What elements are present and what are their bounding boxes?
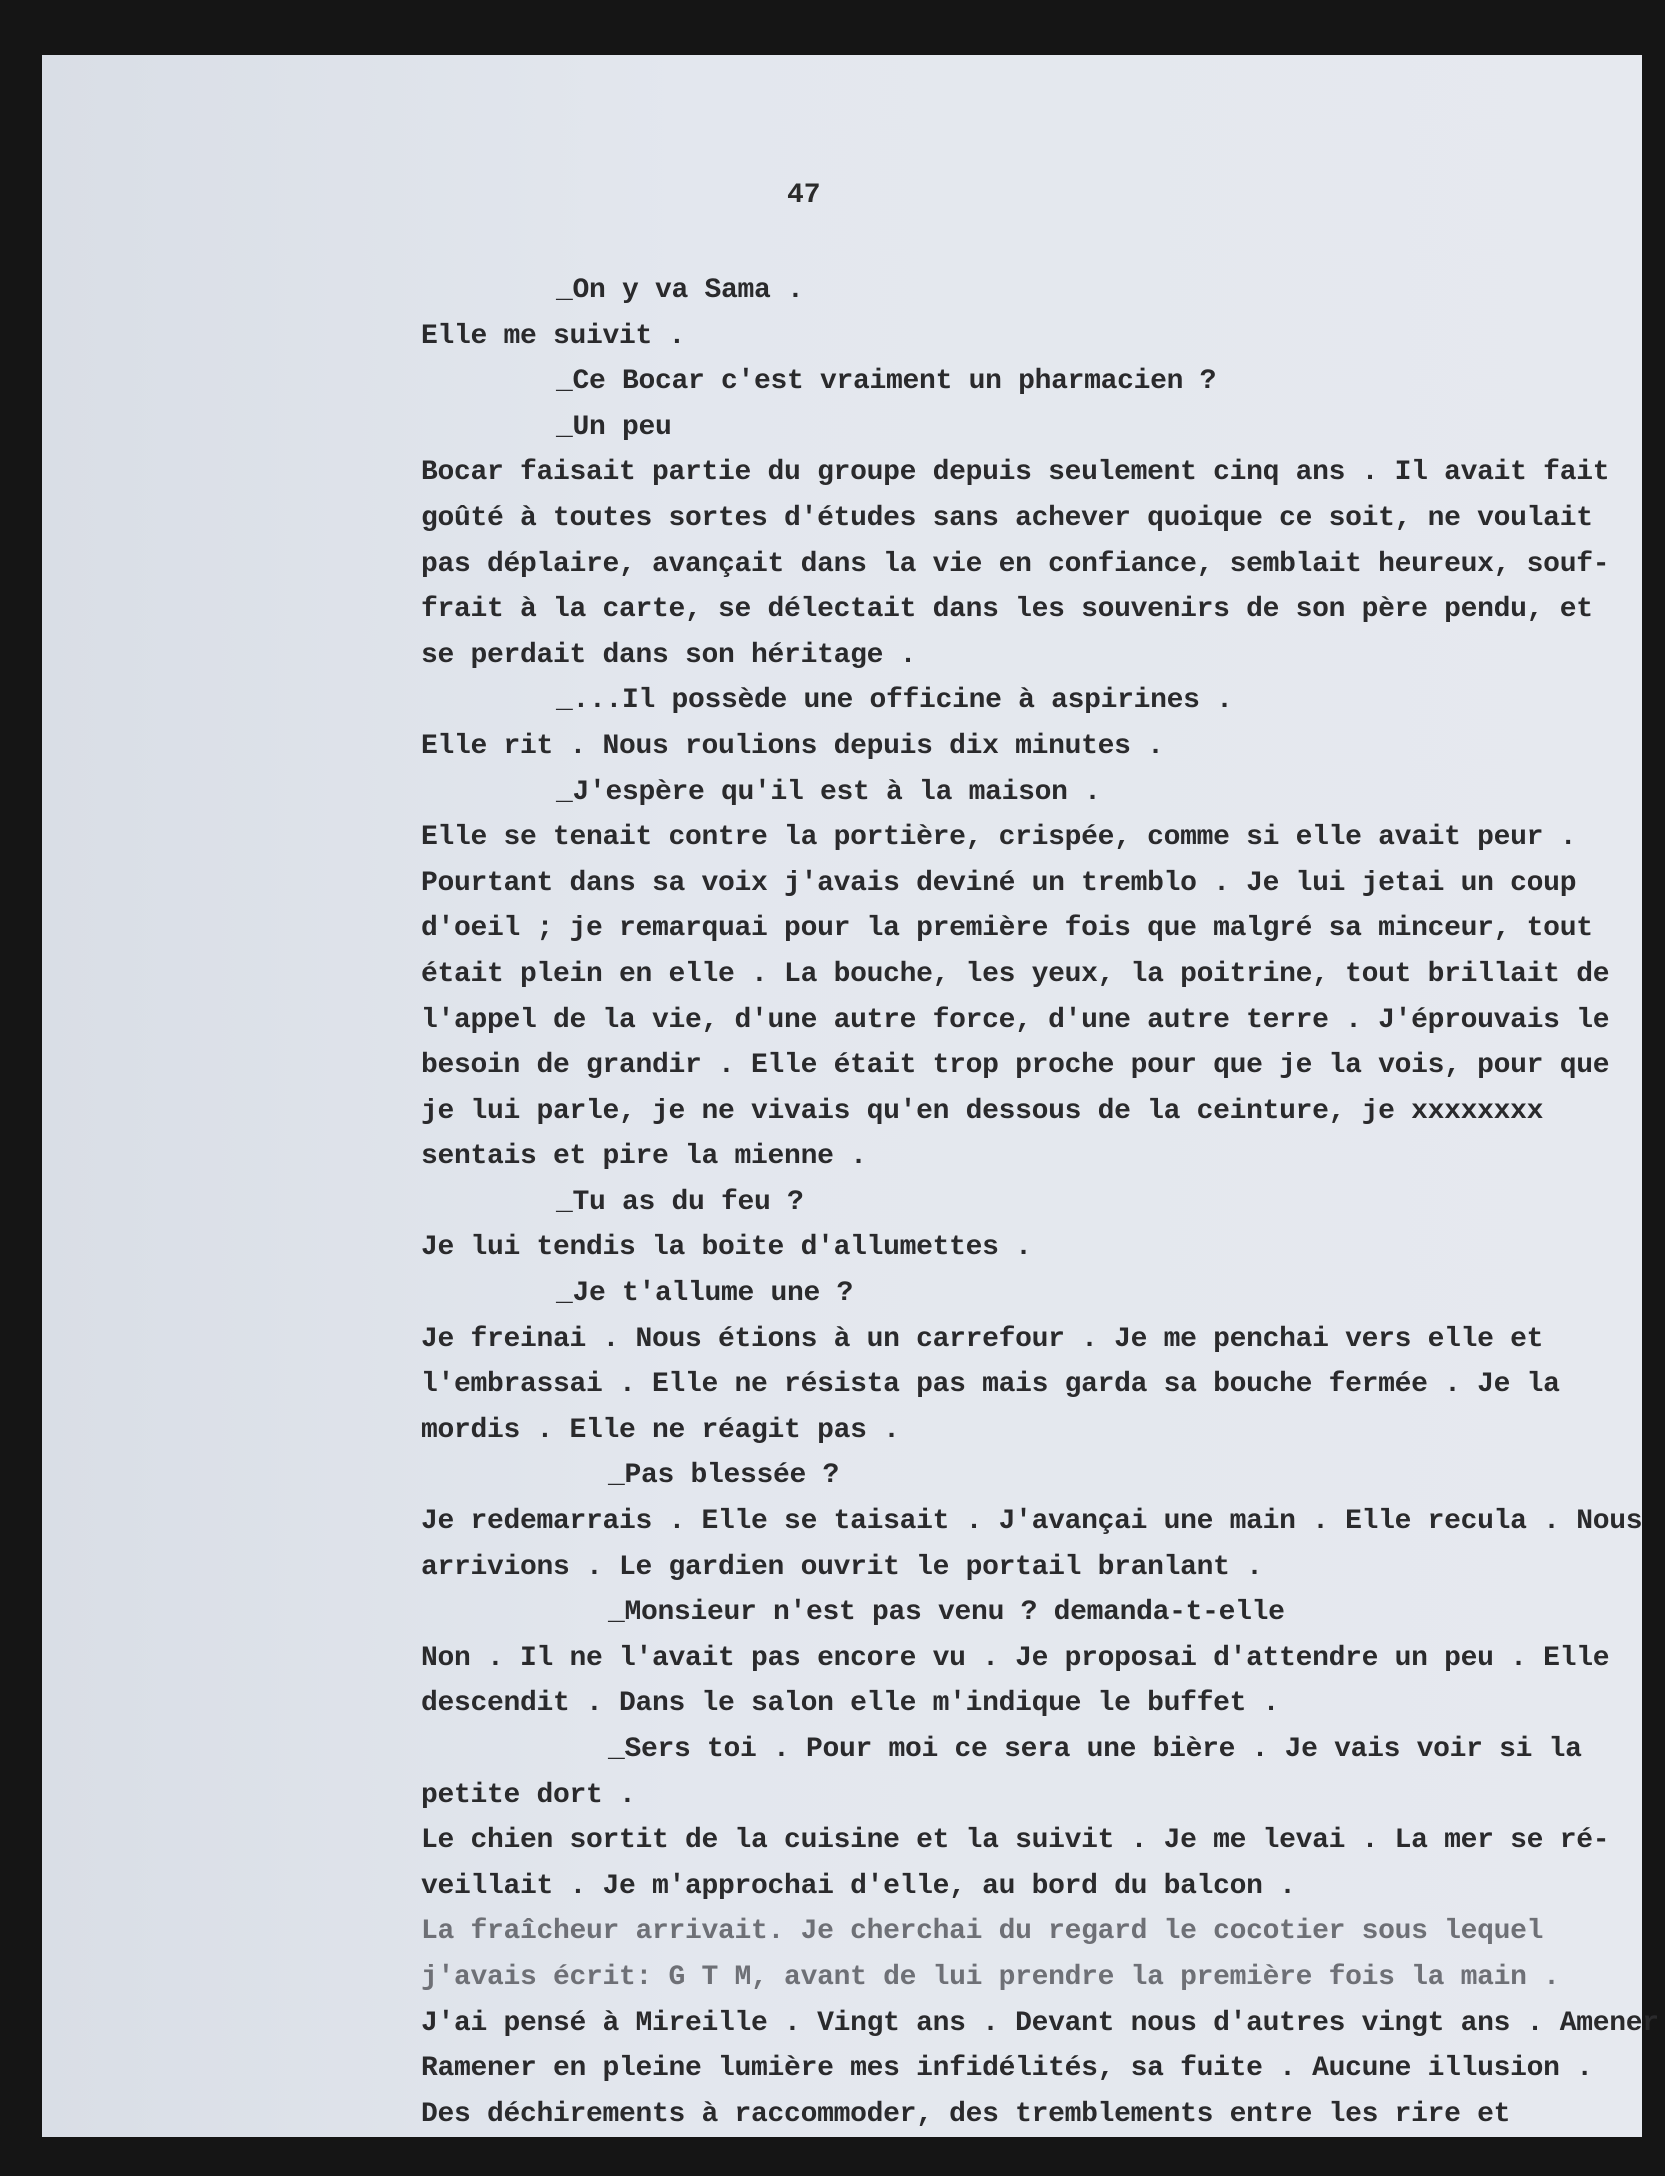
text-line: l'embrassai . Elle ne résista pas mais garda sa bouche fermée . Je la xyxy=(421,1369,1560,1401)
text-line: pas déplaire, avançait dans la vie en confiance, semblait heureux, souf- xyxy=(421,548,1610,580)
text-line: descendit . Dans le salon elle m'indique le buffet . xyxy=(421,1688,1280,1720)
text-line: Bocar faisait partie du groupe depuis seulement cinq ans . Il avait fait xyxy=(421,457,1610,489)
dialogue-line: _J'espère qu'il est à la maison . xyxy=(556,776,1101,808)
text-line: petite dort . xyxy=(421,1779,636,1811)
text-line: mordis . Elle ne réagit pas . xyxy=(421,1414,900,1446)
text-line: Des déchirements à raccommoder, des tremblements entre les rire et xyxy=(421,2098,1511,2130)
text-line: Pourtant dans sa voix j'avais deviné un tremblo . Je lui jetai un coup xyxy=(421,867,1577,899)
text-line: l'appel de la vie, d'une autre force, d'une autre terre . J'éprouvais le xyxy=(421,1004,1610,1036)
text-line: était plein en elle . La bouche, les yeux, la poitrine, tout brillait de xyxy=(421,958,1610,990)
text-line: Je freinai . Nous étions à un carrefour . Je me penchai vers elle et xyxy=(421,1323,1544,1355)
text-line: La fraîcheur arrivait. Je cherchai du regard le cocotier sous lequel xyxy=(421,1916,1544,1948)
text-line: Elle me suivit . xyxy=(421,320,686,352)
text-line: Elle se tenait contre la portière, crispée, comme si elle avait peur . xyxy=(421,822,1577,854)
dialogue-line: _Sers toi . Pour moi ce sera une bière . Je vais voir si la xyxy=(608,1734,1582,1765)
dialogue-line: _...Il possède une officine à aspirines . xyxy=(556,685,1233,717)
typewritten-page xyxy=(42,55,1659,2137)
text-line: j'avais écrit: G T M, avant de lui prendre la première fois la main . xyxy=(421,1961,1560,1993)
text-line: Le chien sortit de la cuisine et la suivit . Je me levai . La mer se ré- xyxy=(421,1825,1610,1857)
dialogue-line: _Pas blessée ? xyxy=(608,1460,840,1492)
text-line: J'ai pensé à Mireille . Vingt ans . Devant nous d'autres vingt ans . Amener xyxy=(421,2007,1659,2039)
text-line: je lui parle, je ne vivais qu'en dessous de la ceinture, je xxxxxxxx xyxy=(421,1095,1544,1127)
text-line: Je redemarrais . Elle se taisait . J'avançai une main . Elle recula . Nous xyxy=(421,1506,1643,1538)
dialogue-line: _Je t'allume une ? xyxy=(556,1278,854,1310)
dialogue-line: _Monsieur n'est pas venu ? demanda-t-elle xyxy=(608,1597,1285,1629)
text-line: frait à la carte, se délectait dans les souvenirs de son père pendu, et xyxy=(421,594,1593,626)
text-line: goûté à toutes sortes d'études sans achever quoique ce soit, ne voulait xyxy=(421,502,1593,534)
text-line: sentais et pire la mienne . xyxy=(421,1141,867,1173)
text-line: Non . Il ne l'avait pas encore vu . Je proposai d'attendre un peu . Elle xyxy=(421,1642,1610,1674)
page-body-text xyxy=(421,268,1659,2137)
dialogue-line: _On y va Sama . xyxy=(556,275,804,306)
text-line: Je lui tendis la boite d'allumettes . xyxy=(421,1232,1032,1264)
text-line: Ramener en pleine lumière mes infidélités, sa fuite . Aucune illusion . xyxy=(421,2053,1593,2085)
text-line: se perdait dans son héritage . xyxy=(421,639,917,671)
text-line: veillait . Je m'approchai d'elle, au bord du balcon . xyxy=(421,1870,1296,1902)
dialogue-line: _Ce Bocar c'est vraiment un pharmacien ? xyxy=(556,366,1217,398)
text-line: arrivions . Le gardien ouvrit le portail branlant . xyxy=(421,1551,1263,1583)
page-number: 47 xyxy=(787,180,821,211)
dialogue-line: _Tu as du feu ? xyxy=(556,1186,804,1218)
text-line: besoin de grandir . Elle était trop proche pour que je la vois, pour que xyxy=(421,1050,1610,1082)
text-line: Elle rit . Nous roulions depuis dix minutes . xyxy=(421,730,1164,762)
text-line: d'oeil ; je remarquai pour la première fois que malgré sa minceur, tout xyxy=(421,913,1593,945)
dialogue-line: _Un peu xyxy=(556,411,672,443)
